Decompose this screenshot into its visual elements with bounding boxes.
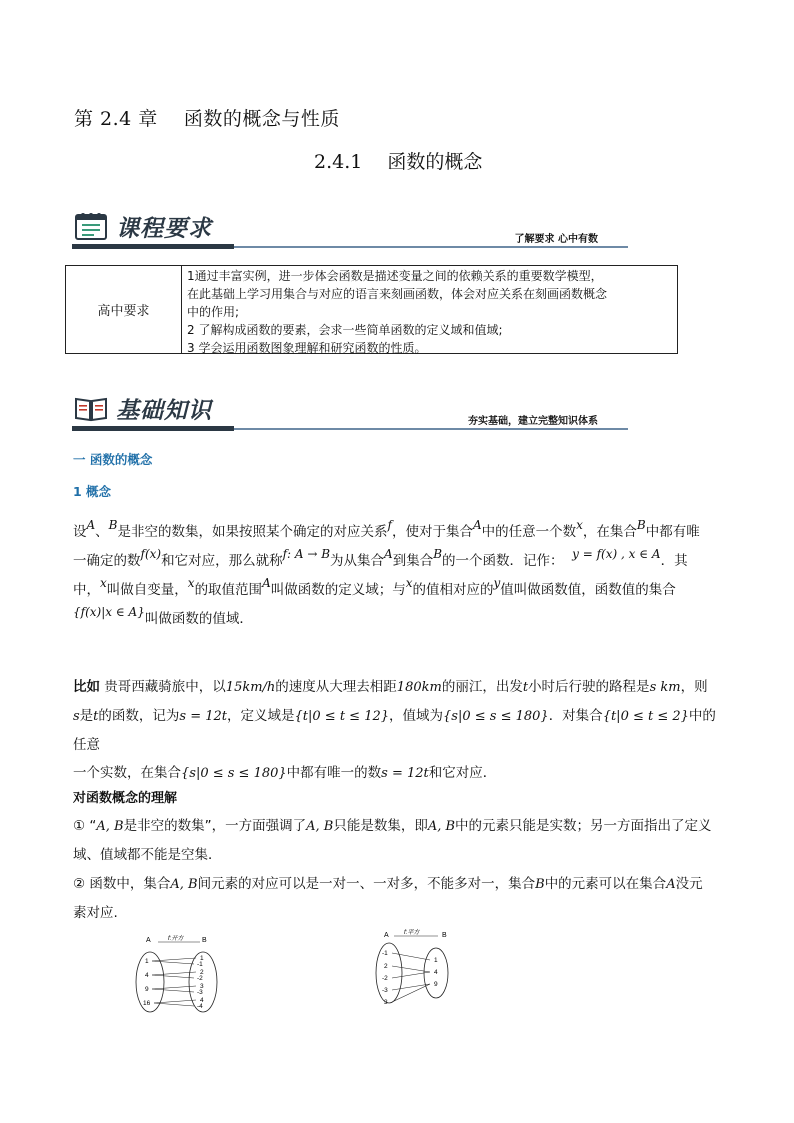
notepad-icon (74, 212, 108, 240)
example-line-1: 比如 贵哥西藏骑旅中，以15km/h的速度从大理去相距180km的丽江，出发t小时后行驶的路程是s km，则 (73, 679, 708, 695)
understanding-point-1: ① “A, B是非空的数集”，一方面强调了A, B只能是数集，即A, B中的元素只能是实数；另一方面指出了定义 (73, 818, 712, 834)
concept-line-2: 一确定的数f(x)和它对应，那么就称f: A → B为从集合A到集合B的一个函数．记作： y = f(x) , x ∈ A．其 (73, 547, 688, 569)
subsection-heading: 1 概念 (73, 484, 112, 499)
section-heading: 一 函数的概念 (73, 452, 153, 467)
set-b-element: -1 (197, 961, 203, 968)
set-a-element: 2 (384, 963, 388, 970)
set-a-label: A (384, 932, 389, 939)
example-paragraph (73, 673, 723, 788)
set-a-label: A (146, 937, 151, 944)
concept-line-3: 中，x叫做自变量，x的取值范围A叫做函数的定义域；与x的值相对应的y值叫做函数值，函数值的集合 (73, 576, 676, 598)
chapter-title: 第 2.4 章 函数的概念与性质 (74, 108, 340, 130)
set-b-label: B (202, 937, 207, 944)
banner-tag: 了解要求 心中有数 (514, 234, 598, 245)
banner-tag: 夯实基础，建立完整知识体系 (468, 416, 598, 427)
requirements-list (187, 267, 675, 357)
set-a-element: -3 (382, 987, 388, 994)
understanding-point-1-cont: 域、值域都不能是空集． (73, 847, 222, 863)
mapping-diagram-square (374, 925, 474, 1025)
banner-rule-light (234, 246, 628, 248)
requirement-line: 中的作用; (187, 305, 240, 319)
example-line-3: 一个实数，在集合{s|0 ≤ s ≤ 180}中都有唯一的数s = 12t和它对应． (73, 765, 497, 781)
understanding-paragraph (73, 812, 723, 928)
understanding-heading: 对函数概念的理解 (73, 791, 178, 806)
set-a-element: 16 (143, 1000, 151, 1007)
basic-knowledge-banner (72, 390, 628, 430)
book-icon (74, 394, 108, 422)
mapping-label: f:平方 (404, 930, 420, 936)
banner-rule-light (234, 428, 628, 430)
section-title: 2.4.1 函数的概念 (314, 151, 483, 173)
set-b-element: 2 (200, 969, 204, 976)
set-b-element: 1 (434, 957, 438, 964)
set-b-element: -4 (197, 1003, 203, 1010)
set-b-element: 1 (200, 955, 204, 962)
concept-paragraph (73, 518, 723, 634)
requirement-line: 1通过丰富实例，进一步体会函数是描述变量之间的依赖关系的重要数学模型， (187, 269, 603, 283)
set-b-element: -3 (197, 989, 203, 996)
understanding-point-2: ② 函数中，集合A, B间元素的对应可以是一对一、一对多，不能多对一，集合B中的元素可以在集合A没元 (73, 876, 703, 892)
course-requirements-banner (72, 208, 628, 248)
set-b-element: 9 (434, 981, 438, 988)
mapping-diagram-sqrt (128, 930, 238, 1030)
requirement-line: 2 了解构成函数的要素，会求一些简单函数的定义域和值域; (187, 323, 503, 337)
concept-line-1: 设A、B是非空的数集，如果按照某个确定的对应关系f，使对于集合A中的任意一个数x，在集合B中都有唯 (73, 518, 700, 540)
set-a-element: 4 (145, 972, 149, 979)
set-a-ellipse (376, 943, 402, 1003)
requirements-label: 高中要求 (66, 266, 182, 353)
understanding-point-2-cont: 素对应. (73, 905, 118, 921)
set-b-label: B (442, 932, 447, 939)
example-line-2: s是t的函数，记为s = 12t，定义域是{t|0 ≤ t ≤ 12}，值域为{s|0 ≤ s ≤ 180}．对集合{t|0 ≤ t ≤ 2}中的任意 (73, 708, 716, 753)
set-b-element: 3 (200, 983, 204, 990)
set-b-element: -2 (197, 975, 203, 982)
set-a-element: 9 (145, 986, 149, 993)
set-a-element: -2 (382, 975, 388, 982)
set-b-element: 4 (434, 969, 438, 976)
requirements-table (65, 265, 678, 354)
requirement-line: 3 学会运用函数图象理解和研究函数的性质。 (187, 341, 427, 355)
banner-title: 课程要求 (116, 216, 212, 242)
requirement-line: 在此基础上学习用集合与对应的语言来刻画函数，体会对应关系在刻画函数概念 (187, 287, 608, 301)
mapping-label: f:开方 (168, 936, 184, 942)
set-a-element: 3 (384, 999, 388, 1006)
set-a-element: 1 (145, 958, 149, 965)
concept-line-4: {f(x)|x ∈ A}叫做函数的值域． (73, 605, 253, 627)
set-a-element: -1 (382, 950, 388, 957)
set-b-element: 4 (200, 997, 204, 1004)
banner-rule (72, 244, 234, 249)
banner-title: 基础知识 (116, 398, 212, 424)
banner-rule (72, 426, 234, 431)
